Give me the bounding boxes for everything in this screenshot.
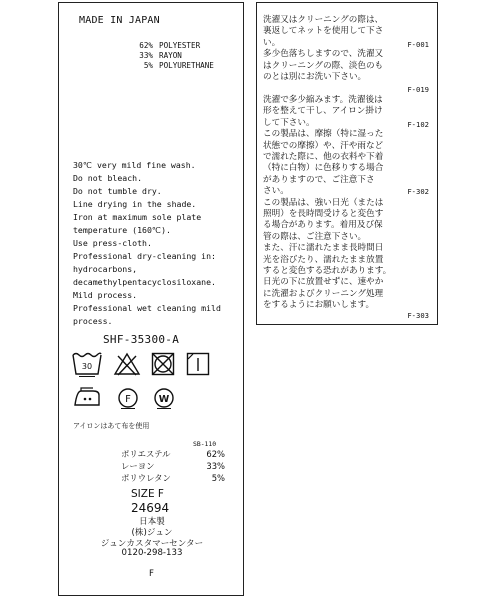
caution-line: 洗濯又はクリーニングの際は、 — [263, 15, 384, 25]
care-instruction-en: Line drying in the shade. — [73, 199, 197, 209]
caution-line: この製品は、強い日光（または — [263, 197, 384, 208]
size-text: SIZE F — [131, 488, 164, 500]
made-in-jp: 日本製 — [139, 517, 165, 527]
iron-icon — [71, 387, 103, 409]
care-label-left — [58, 2, 244, 596]
caution-code: F-302 — [407, 187, 429, 196]
caution-line: して下さい。 — [263, 117, 315, 128]
caution-line: で濡れた際に、他の衣料や下着 — [263, 152, 384, 162]
caution-line: い。 — [263, 37, 281, 48]
care-instruction-en: Professional wet cleaning mild — [73, 303, 221, 313]
caution-line: 裏返してネットを使用して下さ — [263, 26, 384, 37]
dry-clean-letter: F — [125, 394, 131, 405]
care-instruction-en: Use press-cloth. — [73, 238, 152, 248]
care-instruction-en: Professional dry-cleaning in: — [73, 251, 216, 261]
line-dry-shade-icon — [186, 352, 210, 376]
caution-code: F-303 — [407, 311, 429, 320]
caution-line: に洗濯およびクリーニング処理 — [263, 288, 384, 299]
care-instruction-en: process. — [73, 316, 113, 326]
fiber-name-en: POLYESTER — [159, 41, 201, 50]
caution-code: F-102 — [407, 120, 429, 129]
caution-line: はクリーニングの際、淡色のも — [263, 60, 384, 71]
sb-code: SB-110 — [193, 440, 217, 448]
caution-line: 照明）を長時間受けると変色す — [263, 209, 384, 219]
fiber-percent-en: 62% — [139, 41, 153, 50]
fiber-name-jp: ポリウレタン — [121, 473, 171, 483]
care-instruction-en: Do not bleach. — [73, 173, 143, 183]
product-code: SHF-35300-A — [103, 333, 180, 346]
wash-tub-icon — [71, 351, 103, 377]
fiber-percent-en: 5% — [143, 61, 153, 70]
phone-number: 0120-298-133 — [121, 548, 183, 558]
fiber-percent-en: 33% — [139, 51, 153, 60]
wet-clean-letter: W — [158, 394, 170, 405]
caution-line: をするようにお願いします。 — [263, 300, 375, 311]
care-instruction-en: hydrocarbons, — [73, 264, 138, 274]
fiber-name-en: RAYON — [159, 51, 182, 60]
fiber-percent-jp: 62% — [206, 449, 225, 459]
made-in-text: MADE IN JAPAN — [79, 15, 160, 26]
care-instruction-en: Mild process. — [73, 290, 138, 300]
caution-line: 日光の下に放置せずに、速やか — [263, 277, 384, 288]
fiber-name-en: POLYURETHANE — [159, 61, 214, 70]
no-bleach-icon — [113, 352, 141, 376]
caution-line: この製品は、摩擦（特に湿った — [263, 129, 384, 140]
caution-line: 洗濯で多少縮みます。洗濯後は — [263, 95, 383, 105]
caution-line: のとは別にお洗い下さい。 — [263, 72, 367, 82]
caution-code: F-001 — [407, 40, 429, 49]
caution-line: さい。 — [263, 186, 289, 197]
wash-temp-label: 30 — [81, 362, 93, 371]
dry-clean-f-icon — [117, 387, 139, 409]
fiber-name-jp: レーヨン — [121, 461, 155, 471]
bottom-letter: F — [149, 569, 154, 579]
care-label-right — [256, 2, 438, 325]
no-tumble-dry-icon — [151, 352, 175, 376]
item-number: 24694 — [131, 501, 170, 515]
customer-center: ジュンカスタマーセンター — [100, 539, 204, 549]
caution-line: また、汗に濡れたまま長時間日 — [263, 243, 384, 254]
caution-code: F-019 — [407, 85, 429, 94]
iron-note: アイロンはあて布を使用 — [73, 422, 150, 430]
caution-line: 状態での摩擦）や、汗や雨など — [263, 140, 384, 151]
fiber-percent-jp: 33% — [206, 461, 225, 471]
care-instruction-en: temperature (160℃). — [73, 225, 171, 235]
fiber-name-jp: ポリエステル — [121, 449, 171, 459]
care-instruction-en: Do not tumble dry. — [73, 186, 162, 196]
caution-line: （特に白物）に色移りする場合 — [263, 163, 384, 174]
caution-line: 管の際は、ご注意下さい。 — [263, 231, 367, 242]
care-instruction-en: 30℃ very mild fine wash. — [73, 160, 196, 170]
fiber-percent-jp: 5% — [211, 473, 225, 483]
wet-clean-w-icon — [153, 387, 175, 409]
caution-line: すると変色する恐れがあります。 — [263, 266, 392, 276]
caution-line: 多少色落ちしますので、洗濯又 — [263, 49, 384, 60]
company-name: (株)ジュン — [131, 528, 173, 538]
care-instruction-en: decamethylpentacyclosiloxane. — [73, 277, 216, 287]
caution-line: る場合があります。着用及び保 — [263, 220, 383, 231]
caution-line: 光を浴びたり、濡れたまま放置 — [263, 254, 384, 265]
caution-line: 形を整えて干し、アイロン掛け — [263, 106, 383, 117]
care-instruction-en: Iron at maximum sole plate — [73, 212, 202, 222]
caution-line: がありますので、ご注意下さ — [263, 174, 375, 185]
